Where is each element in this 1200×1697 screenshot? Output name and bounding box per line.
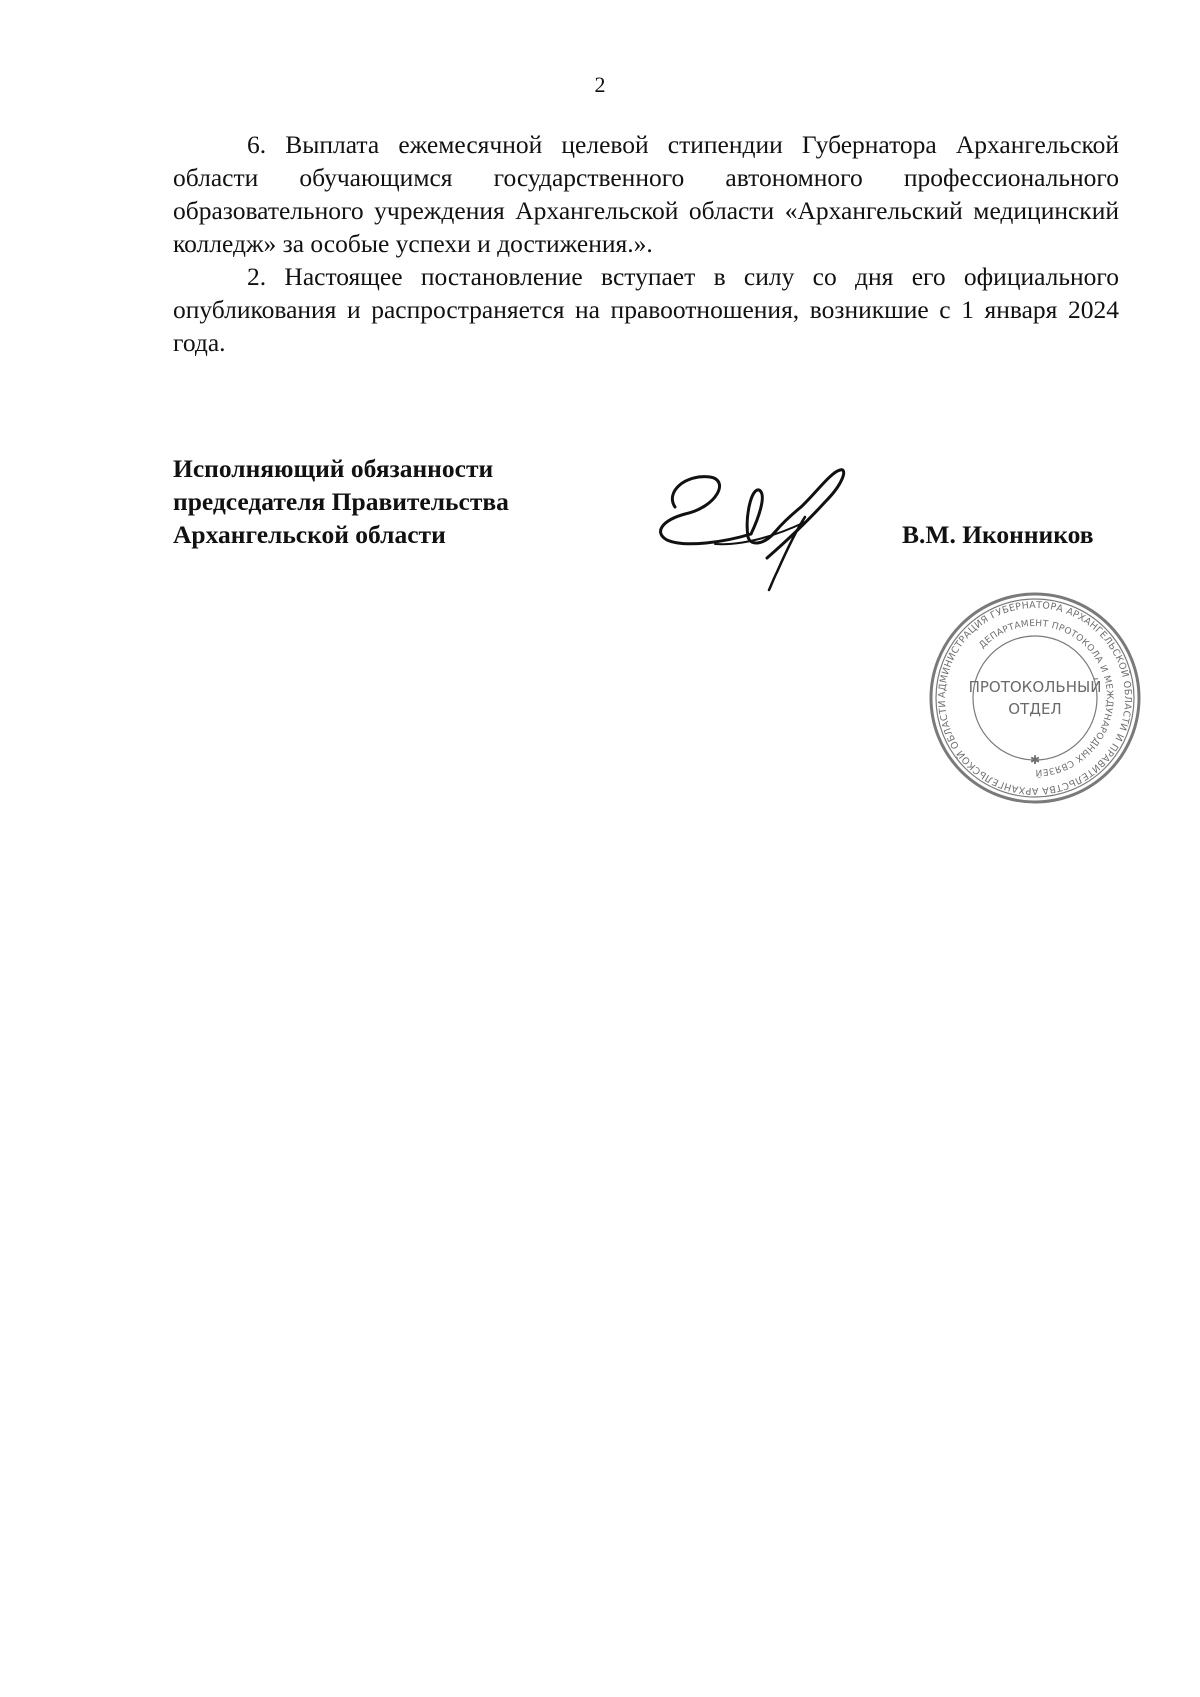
handwritten-signature [655, 462, 860, 592]
signatory-position-line: Архангельской области [173, 520, 446, 549]
page-number: 2 [594, 72, 606, 97]
paragraph-item-6: 6. Выплата ежемесячной целевой стипендии Губернатора Архангельской области обучающимся государственного автономного профессионального образовательного учреждения Архангельской области «Архангельский медицинский колледж» за особые успехи и достижения.». [173, 130, 1119, 258]
signatory-name: В.М. Иконников [902, 520, 1094, 549]
paragraph-clause-2: 2. Настоящее постановление вступает в силу со дня его официального опубликования и распространяется на правоотношения, возникшие с 1 января 2024 года. [173, 262, 1119, 357]
signatory-position-line: Исполняющий обязанности [173, 454, 494, 483]
signatory-position [173, 452, 509, 551]
seal-center-line: ПРОТОКОЛЬНЫЙ [968, 678, 1102, 696]
signatory-position-line: председателя Правительства [173, 487, 509, 516]
official-seal [925, 588, 1145, 808]
seal-inner-text: ДЕПАРТАМЕНТ ПРОТОКОЛА И МЕЖДУНАРОДНЫХ СВЯЗЕЙ [977, 618, 1115, 778]
seal-center-line: ОТДЕЛ [1008, 700, 1062, 718]
seal-outer-text: АДМИНИСТРАЦИЯ ГУБЕРНАТОРА АРХАНГЕЛЬСКОЙ ОБЛАСТИ И ПРАВИТЕЛЬСТВА АРХАНГЕЛЬСКОЙ ОБЛАСТИ [936, 599, 1134, 797]
svg-text:ДЕПАРТАМЕНТ ПРОТОКОЛА И МЕЖДУН [978, 619, 1115, 779]
seal-star-icon: ✱ [1029, 753, 1041, 767]
document-body [173, 128, 1119, 359]
